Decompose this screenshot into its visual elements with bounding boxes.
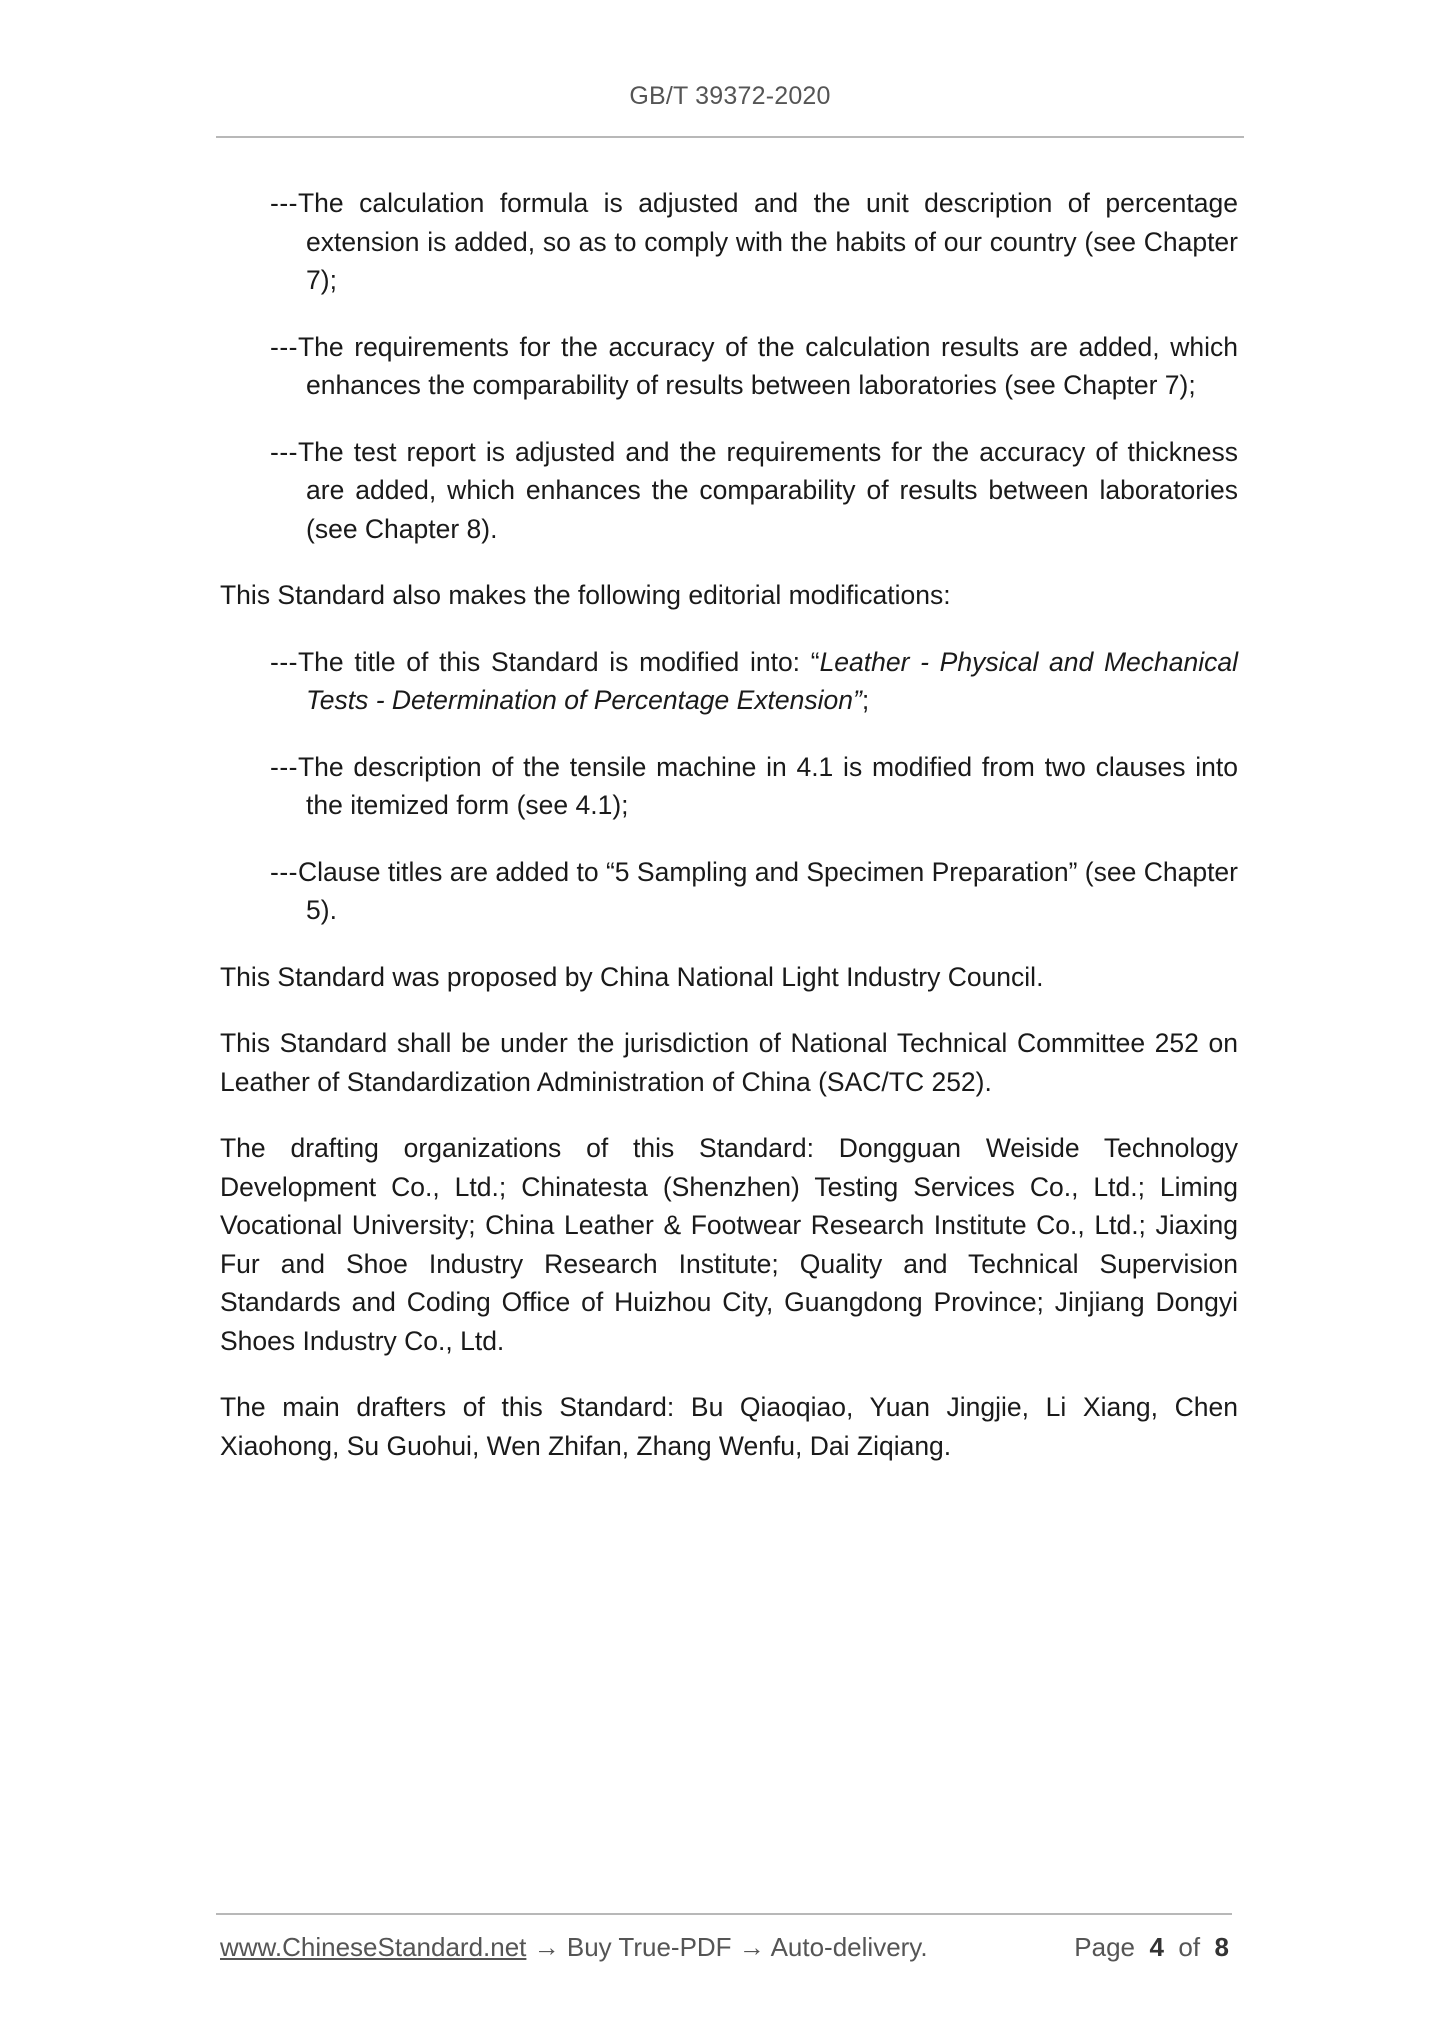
page-word: Page — [1074, 1932, 1136, 1962]
list-item-text: The description of the tensile machine in 4.1 is modified from two clauses into the itemized form (see 4.1); — [297, 751, 1238, 820]
page-of-word: of — [1178, 1932, 1201, 1962]
list-item — [270, 433, 1238, 549]
list-item-text: The calculation formula is adjusted and the unit description of percentage extension is added, so as to comply with the habits of our country (see Chapter 7); — [297, 188, 1238, 295]
header-divider — [216, 136, 1244, 138]
list-dash: --- — [270, 188, 298, 218]
document-code-header: GB/T 39372-2020 — [629, 82, 831, 110]
list-item-suffix: ; — [861, 685, 870, 715]
list-item — [270, 643, 1238, 720]
page-content — [220, 184, 1238, 1493]
main-drafters-paragraph: The main drafters of this Standard: Bu Qiaoqiao, Yuan Jingjie, Li Xiang, Chen Xiaohong, Su Guohui, Wen Zhifan, Zhang Wenfu, Dai Ziqiang. — [220, 1392, 1238, 1461]
list-dash: --- — [270, 331, 298, 362]
footer-tagline: → Buy True-PDF → Auto-delivery. — [526, 1932, 928, 1962]
jurisdiction-paragraph: This Standard shall be under the jurisdiction of National Technical Committee 252 on Leather of Standardization Administration of China (SAC/TC 252). — [220, 1028, 1238, 1097]
list-dash: --- — [270, 646, 298, 677]
page-total: 8 — [1214, 1932, 1229, 1962]
editorial-intro: This Standard also makes the following editorial modifications: — [220, 580, 951, 610]
list-dash: --- — [270, 856, 298, 887]
list-dash: --- — [270, 436, 298, 467]
website-link[interactable]: www.ChineseStandard.net — [220, 1932, 527, 1962]
list-item — [270, 748, 1238, 825]
list-item — [270, 328, 1238, 405]
list-dash: --- — [270, 751, 298, 782]
footer-divider — [216, 1913, 1232, 1915]
footer-promo — [220, 1932, 928, 1963]
page-number — [1074, 1932, 1229, 1963]
proposed-by-paragraph: This Standard was proposed by China National Light Industry Council. — [220, 961, 1044, 992]
standard-title-italic: Leather - Physical and Mechanical Tests - Determination of Percentage Extension” — [306, 646, 1238, 715]
list-item-text: Clause titles are added to “5 Sampling and Specimen Preparation” (see Chapter 5). — [297, 856, 1238, 925]
drafting-organizations-paragraph: The drafting organizations of this Standard: Dongguan Weiside Technology Development Co., Ltd.; Chinatesta (Shenzhen) Testing Services Co., Ltd.; Liming Vocational University; China Leather & Footwear Research Institute Co., Ltd.; Jiaxing Fur and Shoe Industry Research Institute; Quality and Technical Supervision Standards and Coding Office of Huizhou City, Guangdong Province; Jinjiang Dongyi Shoes Industry Co., Ltd. — [220, 1133, 1238, 1356]
list-item-text: The title of this Standard is modified into: “ — [297, 646, 820, 677]
list-item — [270, 184, 1238, 300]
list-item-text: The requirements for the accuracy of the calculation results are added, which enhances the comparability of results between laboratories (see Chapter 7); — [297, 331, 1238, 400]
list-item — [270, 853, 1238, 930]
page-current: 4 — [1149, 1932, 1164, 1962]
list-item-text: The test report is adjusted and the requirements for the accuracy of thickness are added, which enhances the comparability of results between laboratories (see Chapter 8). — [297, 436, 1238, 544]
